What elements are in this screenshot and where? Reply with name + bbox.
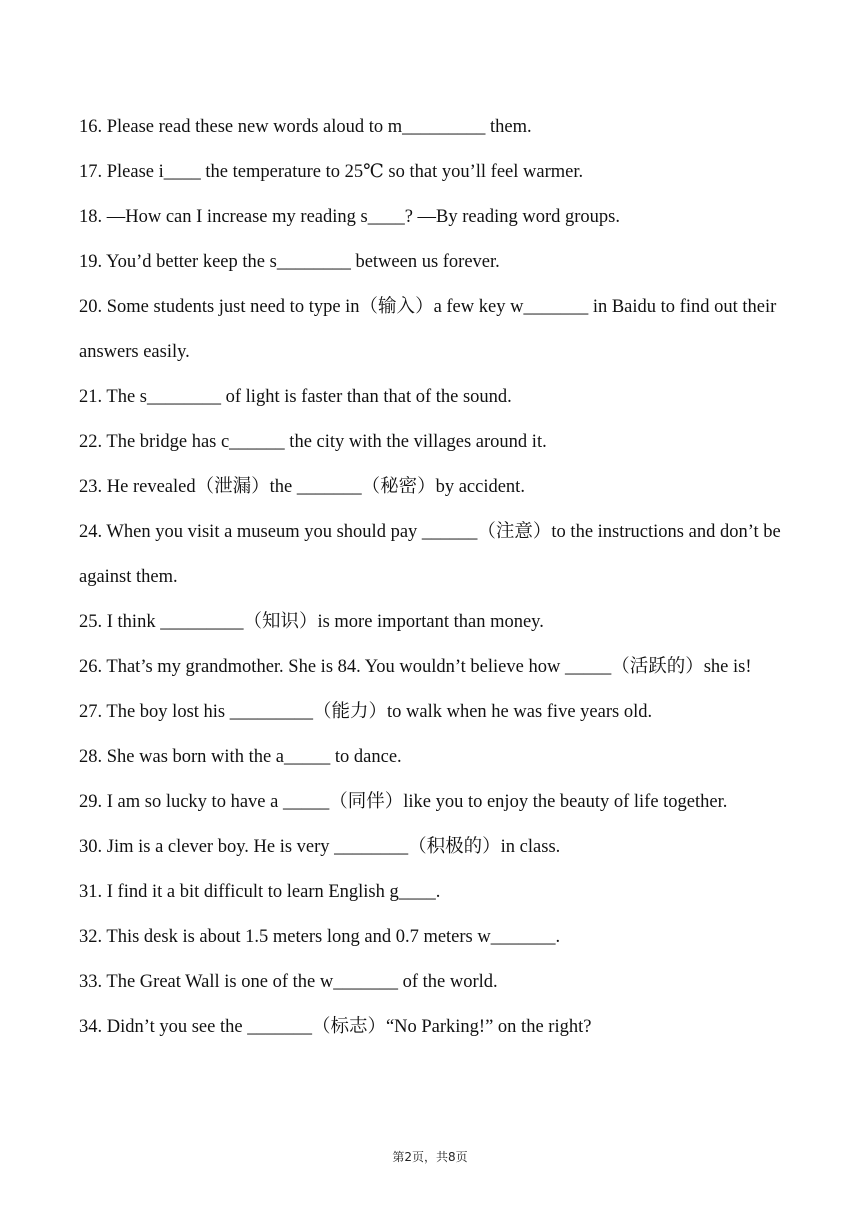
question-34: 34. Didn’t you see the _______（标志）“No Parking!” on the right? xyxy=(79,1017,592,1037)
question-32: 32. This desk is about 1.5 meters long and 0.7 meters w_______. xyxy=(79,927,561,947)
question-22: 22. The bridge has c______ the city with the villages around it. xyxy=(79,432,547,452)
question-31: 31. I find it a bit difficult to learn English g____. xyxy=(79,882,441,902)
question-20: 20. Some students just need to type in（输入）a few key w_______ in Baidu to find out their answers easily. xyxy=(79,297,777,362)
question-28: 28. She was born with the a_____ to dance. xyxy=(79,747,402,767)
question-17: 17. Please i____ the temperature to 25℃ so that you’ll feel warmer. xyxy=(79,162,584,182)
question-30: 30. Jim is a clever boy. He is very ________（积极的）in class. xyxy=(79,837,561,857)
question-list xyxy=(79,105,789,1050)
question-25: 25. I think _________（知识）is more important than money. xyxy=(79,612,544,632)
question-33: 33. The Great Wall is one of the w_______ of the world. xyxy=(79,972,498,992)
question-23: 23. He revealed（泄漏）the _______（秘密）by accident. xyxy=(79,477,525,497)
question-18: 18. —How can I increase my reading s____? —By reading word groups. xyxy=(79,207,620,227)
page-number-footer: 第2页，共8页 xyxy=(392,1150,468,1164)
question-19: 19. You’d better keep the s________ between us forever. xyxy=(79,252,500,272)
question-26: 26. That’s my grandmother. She is 84. You wouldn’t believe how _____（活跃的）she is! xyxy=(79,657,752,677)
question-21: 21. The s________ of light is faster than that of the sound. xyxy=(79,387,512,407)
question-24: 24. When you visit a museum you should pay ______（注意）to the instructions and don’t be against them. xyxy=(79,522,781,587)
question-16: 16. Please read these new words aloud to m_________ them. xyxy=(79,117,532,137)
question-29: 29. I am so lucky to have a _____（同伴）like you to enjoy the beauty of life together. xyxy=(79,792,728,812)
question-27: 27. The boy lost his _________（能力）to walk when he was five years old. xyxy=(79,702,653,722)
